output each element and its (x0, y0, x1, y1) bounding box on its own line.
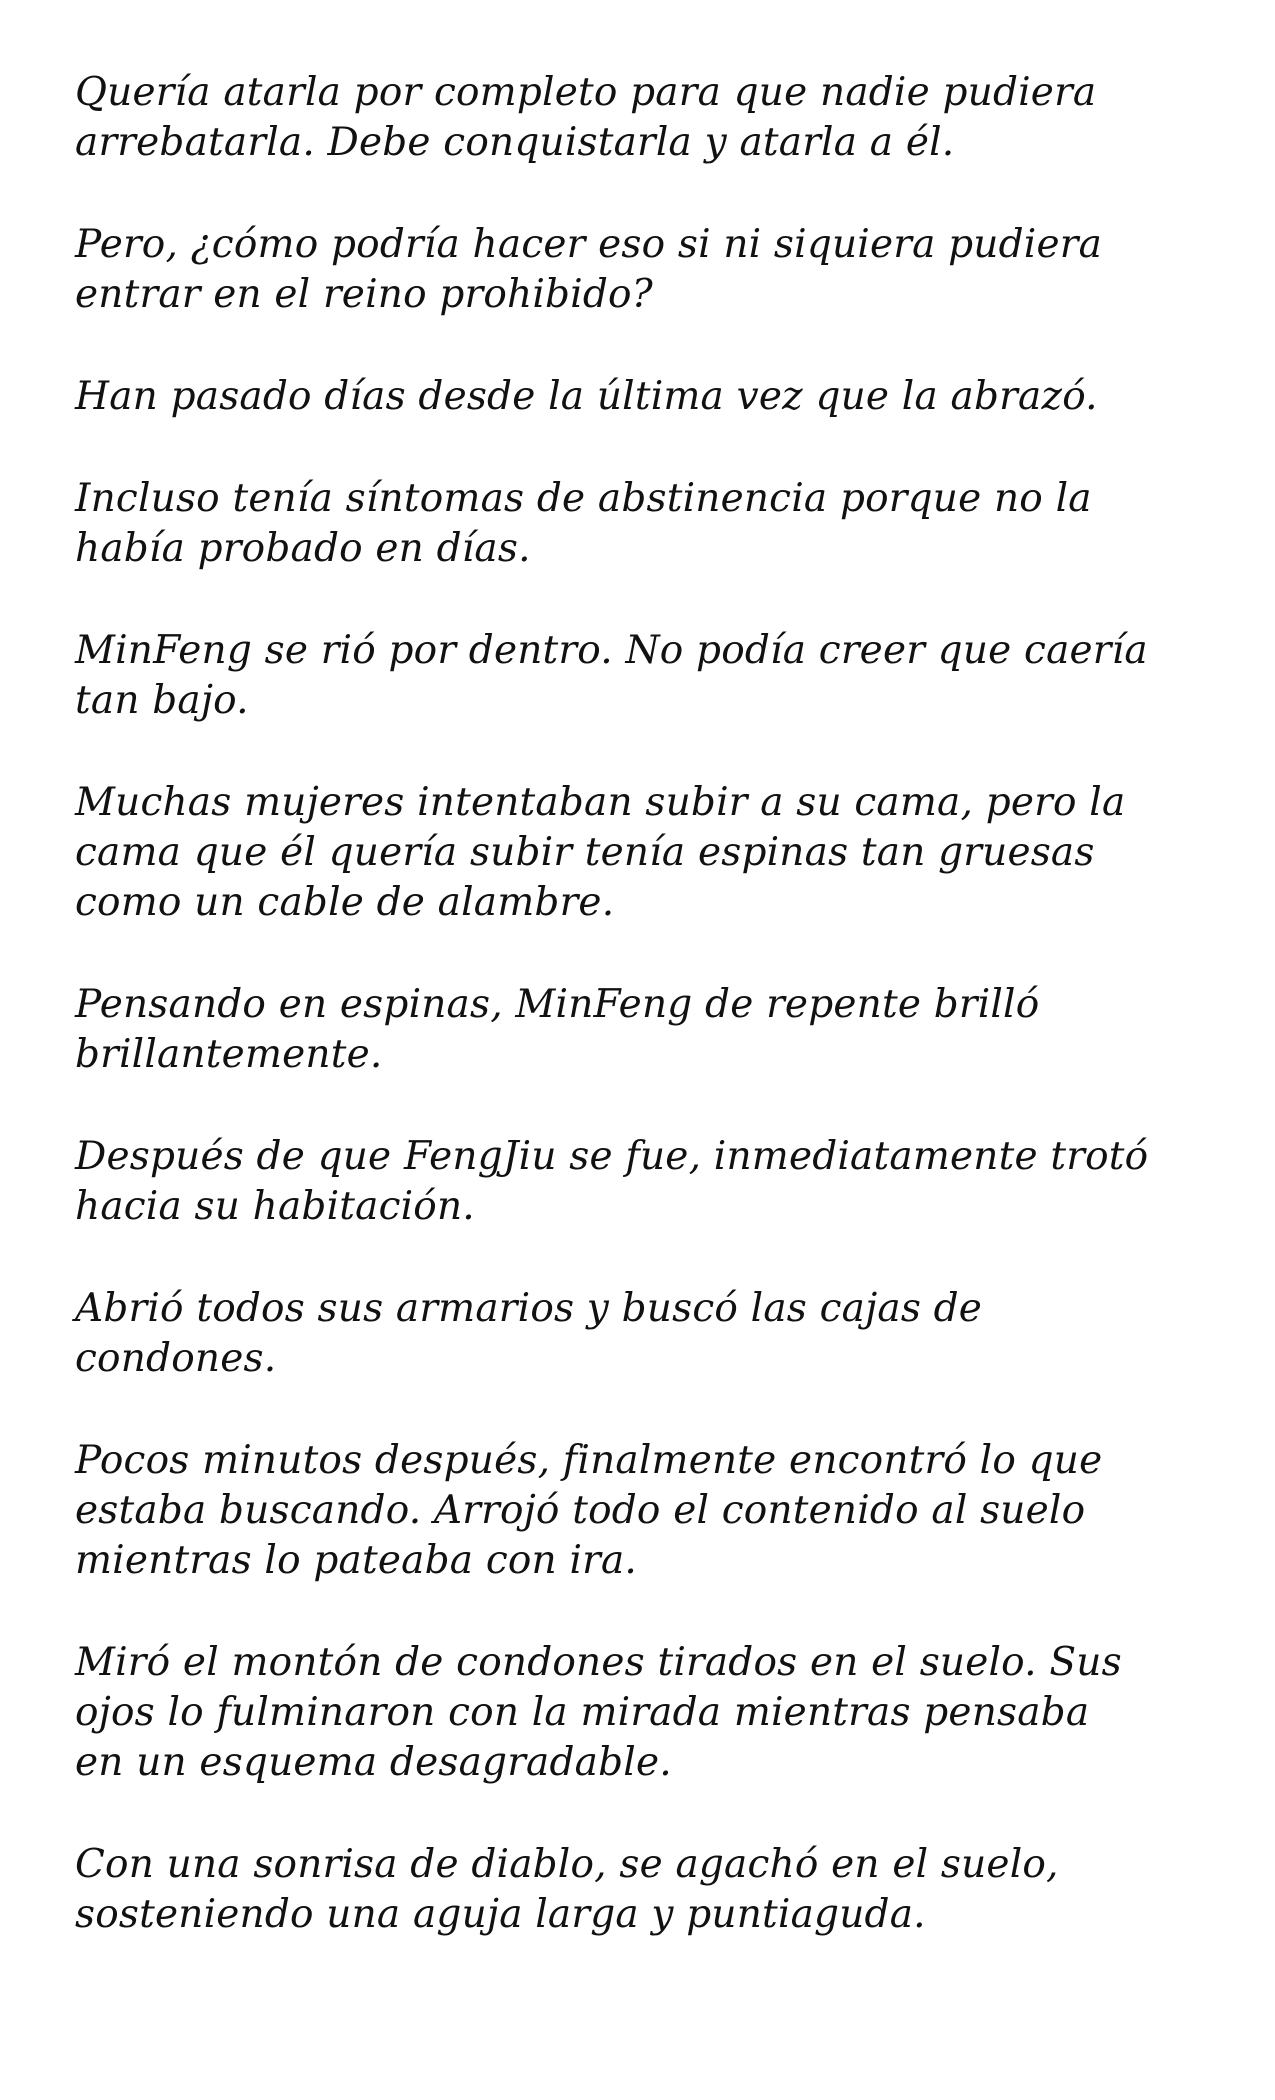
text-line: condones. (75, 1336, 277, 1381)
text-line: arrebatarla. Debe conquistarla y atarla a él. (75, 120, 955, 165)
paragraph (75, 626, 1215, 726)
paragraph (75, 1436, 1215, 1586)
text-line: Después de que FengJiu se fue, inmediatamente trotó (75, 1134, 1149, 1179)
paragraph (75, 778, 1215, 928)
text-line: tan bajo. (75, 678, 249, 723)
text-line: en un esquema desagradable. (75, 1740, 672, 1785)
paragraph (75, 1132, 1215, 1232)
paragraph (75, 372, 1215, 422)
paragraph (75, 1284, 1215, 1384)
text-line: Quería atarla por completo para que nadie pudiera (75, 70, 1097, 115)
text-line: Han pasado días desde la última vez que la abrazó. (75, 374, 1098, 419)
paragraph (75, 1638, 1215, 1788)
text-line: Muchas mujeres intentaban subir a su cama, pero la (75, 780, 1126, 825)
text-line: Miró el montón de condones tirados en el suelo. Sus (75, 1640, 1122, 1685)
text-line: estaba buscando. Arrojó todo el contenido al suelo (75, 1488, 1086, 1533)
text-line: mientras lo pateaba con ira. (75, 1538, 638, 1583)
paragraph (75, 1840, 1215, 1940)
text-line: MinFeng se rió por dentro. No podía creer que caería (75, 628, 1148, 673)
text-line: sosteniendo una aguja larga y puntiaguda. (75, 1892, 926, 1937)
text-line: brillantemente. (75, 1032, 383, 1077)
text-line: cama que él quería subir tenía espinas tan gruesas (75, 830, 1095, 875)
text-line: Pero, ¿cómo podría hacer eso si ni siquiera pudiera (75, 222, 1103, 267)
paragraph (75, 68, 1215, 168)
text-line: hacia su habitación. (75, 1184, 475, 1229)
text-line: Incluso tenía síntomas de abstinencia porque no la (75, 476, 1092, 521)
paragraph (75, 220, 1215, 320)
paragraph (75, 980, 1215, 1080)
text-line: como un cable de alambre. (75, 880, 615, 925)
paragraph (75, 474, 1215, 574)
text-line: entrar en el reino prohibido? (75, 272, 653, 317)
text-line: Abrió todos sus armarios y buscó las cajas de (75, 1286, 983, 1331)
text-line: ojos lo fulminaron con la mirada mientras pensaba (75, 1690, 1090, 1735)
text-line: Pensando en espinas, MinFeng de repente brilló (75, 982, 1040, 1027)
text-line: Pocos minutos después, finalmente encontró lo que (75, 1438, 1103, 1483)
text-line: había probado en días. (75, 526, 531, 571)
document-body (75, 68, 1215, 1992)
text-line: Con una sonrisa de diablo, se agachó en el suelo, (75, 1842, 1059, 1887)
